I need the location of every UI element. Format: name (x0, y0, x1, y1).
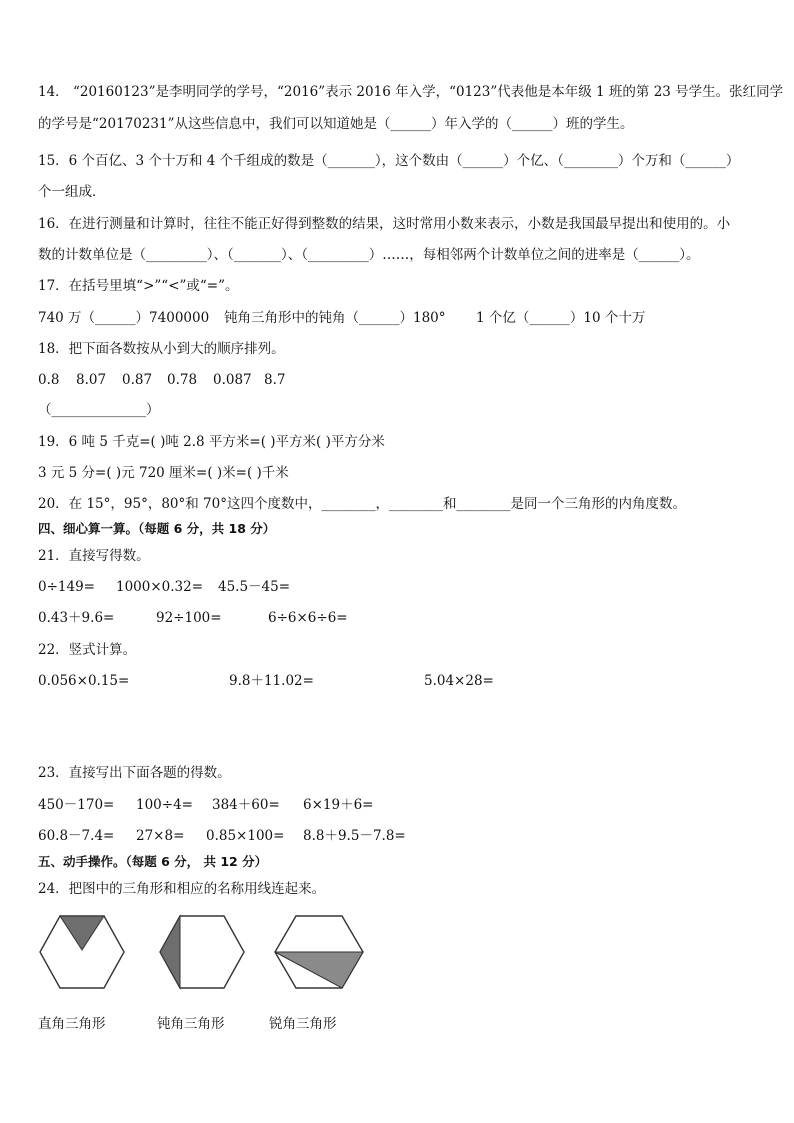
q15-line1: 15．6 个百亿、3 个十万和 4 个千组成的数是（_______），这个数由（______）个亿、（________）个万和（______） (38, 153, 740, 169)
hexagon-figure-3 (273, 914, 365, 990)
q17-title: 17．在括号里填“>”“<”或“=”。 (38, 278, 239, 294)
q23-item: 100÷4= (136, 797, 193, 813)
q14-line1: 14． “20160123”是李明同学的学号，“2016”表示 2016 年入学，“0123”代表他是本年级 1 班的第 23 号学生。张红同学 (38, 84, 784, 100)
q23-item: 8.8＋9.5－7.8= (303, 828, 406, 844)
q24-title: 24．把图中的三角形和相应的名称用线连起来。 (38, 881, 326, 897)
q18-number: 0.8 (38, 372, 60, 388)
section-5-heading: 五、动手操作。（每题 6 分， 共 12 分） (38, 854, 268, 869)
q21-item: 92÷100= (156, 610, 222, 626)
q23-item: 60.8－7.4= (38, 828, 115, 844)
q21-item: 1000×0.32= (116, 579, 204, 595)
q21-item: 0.43＋9.6= (38, 610, 115, 626)
q18-number: 0.087 (213, 372, 252, 388)
q21-item: 0÷149= (38, 579, 95, 595)
q21-title: 21．直接写得数。 (38, 548, 150, 564)
label-right-triangle: 直角三角形 (38, 1016, 106, 1032)
q17-item: 740 万（______）7400000 (38, 310, 210, 326)
q18-answer-blank: （______________） (38, 402, 160, 418)
q22-item: 5.04×28= (424, 673, 494, 689)
section-4-heading: 四、细心算一算。（每题 6 分，共 18 分） (38, 521, 276, 536)
q21-item: 45.5－45= (218, 579, 291, 595)
q18-title: 18．把下面各数按从小到大的顺序排列。 (38, 341, 285, 357)
q23-item: 6×19＋6= (303, 797, 374, 813)
q18-number: 8.07 (76, 372, 107, 388)
q15-line2: 个一组成． (38, 184, 106, 200)
q20-line1: 20．在 15°，95°，80°和 70°这四个度数中，________，________和________是同一个三角形的内角度数。 (38, 496, 686, 512)
hexagon-figure-1 (38, 914, 126, 990)
q17-item: 钝角三角形中的钝角（______）180° (224, 310, 446, 326)
q23-item: 0.85×100= (206, 828, 285, 844)
q22-item: 0.056×0.15= (38, 673, 130, 689)
q17-item: 1 个亿（______）10 个十万 (476, 310, 646, 326)
q18-number: 0.87 (122, 372, 153, 388)
q14-line2: 的学号是“20170231”从这些信息中，我们可以知道她是（______）年入学的（______）班的学生。 (38, 116, 634, 132)
hexagon-figure-2 (158, 914, 246, 990)
q23-title: 23．直接写出下面各题的得数。 (38, 765, 231, 781)
q19-line2: 3 元 5 分=( )元 720 厘米=( )米=( )千米 (38, 465, 289, 481)
q16-line2: 数的计数单位是（_________）、（_______）、（_________）……，每相邻两个计数单位之间的进率是（______）。 (38, 247, 700, 263)
q23-item: 27×8= (136, 828, 185, 844)
q22-title: 22．竖式计算。 (38, 642, 137, 658)
q18-number: 0.78 (167, 372, 198, 388)
q22-item: 9.8＋11.02= (229, 673, 314, 689)
q18-number: 8.7 (264, 372, 286, 388)
q21-item: 6÷6×6÷6= (268, 610, 348, 626)
q19-line1: 19．6 吨 5 千克=( )吨 2.8 平方米=( )平方米( )平方分米 (38, 434, 385, 450)
q23-item: 384＋60= (212, 797, 280, 813)
label-obtuse-triangle: 钝角三角形 (157, 1016, 225, 1032)
q16-line1: 16．在进行测量和计算时，往往不能正好得到整数的结果，这时常用小数来表示，小数是我国最早提出和使用的。小 (38, 216, 731, 232)
label-acute-triangle: 锐角三角形 (269, 1016, 337, 1032)
q23-item: 450－170= (38, 797, 115, 813)
